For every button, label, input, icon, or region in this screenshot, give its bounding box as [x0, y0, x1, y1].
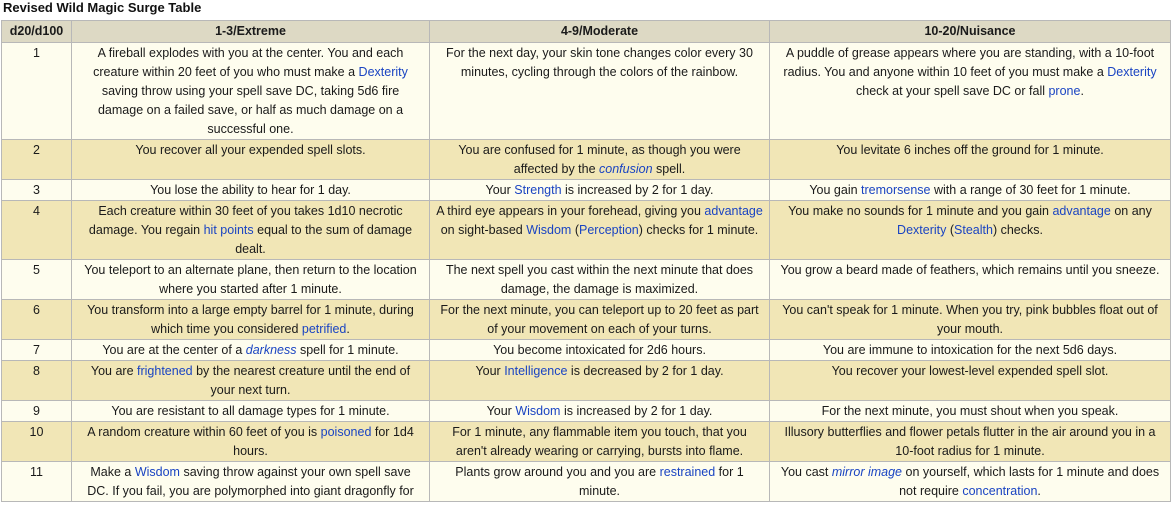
effect-text: Your: [485, 183, 515, 197]
extreme-effect-cell: [72, 340, 430, 361]
roll-number-cell: 11: [2, 462, 72, 502]
effect-text: For 1 minute, any flammable item you touch, that you aren't already wearing or carrying, bursts into flame.: [452, 425, 747, 458]
effect-text: You cast: [780, 465, 832, 479]
term-link[interactable]: Perception: [579, 223, 639, 237]
effect-text: A random creature within 60 feet of you is: [87, 425, 321, 439]
effect-text: is decreased by 2 for 1 day.: [567, 364, 724, 378]
term-link[interactable]: Stealth: [954, 223, 993, 237]
effect-text: Illusory butterflies and flower petals flutter in the air around you in a 10-foot radius for 1 minute.: [784, 425, 1156, 458]
effect-text: Each creature within 30 feet of you takes 1d10 necrotic damage. You regain: [88, 204, 403, 237]
roll-number-cell: 9: [2, 401, 72, 422]
effect-text: You gain: [809, 183, 862, 197]
effect-text: spell.: [652, 162, 686, 176]
nuisance-effect-cell: [770, 462, 1171, 502]
moderate-effect-cell: [430, 361, 770, 401]
extreme-effect-cell: [72, 361, 430, 401]
nuisance-effect-cell: [770, 180, 1171, 201]
moderate-effect-cell: [430, 300, 770, 340]
table-row: [2, 140, 1171, 180]
term-link[interactable]: Wisdom: [134, 465, 180, 479]
effect-text: (: [946, 223, 955, 237]
wild-magic-surge-table: [1, 20, 1171, 502]
term-link[interactable]: Dexterity: [897, 223, 947, 237]
effect-text: on yourself, which lasts for 1 minute and does not require: [899, 465, 1160, 498]
table-body: [2, 43, 1171, 502]
table-row: [2, 180, 1171, 201]
effect-text: with a range of 30 feet for 1 minute.: [930, 183, 1131, 197]
term-link[interactable]: tremorsense: [861, 183, 931, 197]
term-link[interactable]: advantage: [704, 204, 763, 218]
roll-number-cell: 7: [2, 340, 72, 361]
extreme-effect-cell: [72, 180, 430, 201]
term-link[interactable]: concentration: [962, 484, 1038, 498]
effect-text: You recover your lowest-level expended spell slot.: [831, 364, 1109, 378]
effect-text: equal to the sum of damage dealt.: [235, 223, 413, 256]
effect-text: on any: [1110, 204, 1152, 218]
effect-text: on sight-based: [440, 223, 527, 237]
table-row: [2, 361, 1171, 401]
moderate-effect-cell: [430, 401, 770, 422]
effect-text: for 1d4 hours.: [233, 425, 414, 458]
nuisance-effect-cell: [770, 43, 1171, 140]
effect-text: You are confused for 1 minute, as though you were affected by the: [458, 143, 741, 176]
extreme-effect-cell: [72, 300, 430, 340]
effect-text: You transform into a large empty barrel for 1 minute, during which time you considered: [87, 303, 414, 336]
roll-number-cell: 8: [2, 361, 72, 401]
extreme-effect-cell: [72, 401, 430, 422]
table-row: [2, 43, 1171, 140]
table-row: [2, 260, 1171, 300]
effect-text: You make no sounds for 1 minute and you gain: [788, 204, 1053, 218]
effect-text: .: [1080, 84, 1084, 98]
term-link[interactable]: darkness: [245, 343, 297, 357]
effect-text: For the next minute, you must shout when you speak.: [821, 404, 1119, 418]
effect-text: You teleport to an alternate plane, then return to the location where you started after 1 minute.: [84, 263, 417, 296]
table-row: [2, 340, 1171, 361]
term-link[interactable]: Dexterity: [1107, 65, 1157, 79]
effect-text: Your: [486, 404, 516, 418]
nuisance-effect-cell: [770, 201, 1171, 260]
term-link[interactable]: poisoned: [320, 425, 372, 439]
table-row: [2, 201, 1171, 260]
effect-text: by the nearest creature until the end of your next turn.: [192, 364, 411, 397]
roll-number-cell: 5: [2, 260, 72, 300]
term-link[interactable]: Dexterity: [358, 65, 408, 79]
table-row: [2, 300, 1171, 340]
effect-text: ) checks.: [992, 223, 1043, 237]
nuisance-effect-cell: [770, 422, 1171, 462]
nuisance-effect-cell: [770, 340, 1171, 361]
effect-text: A puddle of grease appears where you are standing, with a 10-foot radius. You and anyone within 10 feet of you must make a: [783, 46, 1155, 79]
nuisance-effect-cell: [770, 401, 1171, 422]
term-link[interactable]: Wisdom: [526, 223, 572, 237]
header-roll: d20/d100: [2, 21, 72, 43]
term-link[interactable]: restrained: [659, 465, 716, 479]
header-row: [2, 21, 1171, 43]
effect-text: is increased by 2 for 1 day.: [561, 183, 714, 197]
effect-text: You are resistant to all damage types for 1 minute.: [111, 404, 390, 418]
extreme-effect-cell: [72, 462, 430, 502]
effect-text: You are immune to intoxication for the next 5d6 days.: [822, 343, 1118, 357]
effect-text: (: [571, 223, 579, 237]
effect-text: spell for 1 minute.: [296, 343, 399, 357]
effect-text: check at your spell save DC or fall: [856, 84, 1049, 98]
table-row: [2, 401, 1171, 422]
effect-text: is increased by 2 for 1 day.: [560, 404, 713, 418]
moderate-effect-cell: [430, 140, 770, 180]
effect-text: You are: [90, 364, 137, 378]
term-link[interactable]: hit points: [203, 223, 254, 237]
extreme-effect-cell: [72, 260, 430, 300]
roll-number-cell: 4: [2, 201, 72, 260]
effect-text: You become intoxicated for 2d6 hours.: [493, 343, 706, 357]
effect-text: .: [346, 322, 350, 336]
moderate-effect-cell: [430, 201, 770, 260]
moderate-effect-cell: [430, 422, 770, 462]
effect-text: Your: [475, 364, 505, 378]
effect-text: The next spell you cast within the next minute that does damage, the damage is maximized.: [445, 263, 754, 296]
nuisance-effect-cell: [770, 140, 1171, 180]
effect-text: Plants grow around you and you are: [455, 465, 660, 479]
term-link[interactable]: mirror image: [831, 465, 903, 479]
effect-text: You can't speak for 1 minute. When you try, pink bubbles float out of your mouth.: [782, 303, 1158, 336]
roll-number-cell: 1: [2, 43, 72, 140]
effect-text: Make a: [90, 465, 135, 479]
roll-number-cell: 3: [2, 180, 72, 201]
moderate-effect-cell: [430, 180, 770, 201]
extreme-effect-cell: [72, 43, 430, 140]
header-moderate: 4-9/Moderate: [430, 21, 770, 43]
effect-text: saving throw using your spell save DC, taking 5d6 fire damage on a failed save, or half as much damage on a successful one.: [97, 84, 404, 136]
moderate-effect-cell: [430, 462, 770, 502]
roll-number-cell: 2: [2, 140, 72, 180]
effect-text: A fireball explodes with you at the center. You and each creature within 20 feet of you who must make a: [93, 46, 404, 79]
extreme-effect-cell: [72, 201, 430, 260]
effect-text: A third eye appears in your forehead, giving you: [436, 204, 705, 218]
moderate-effect-cell: [430, 340, 770, 361]
nuisance-effect-cell: [770, 361, 1171, 401]
extreme-effect-cell: [72, 422, 430, 462]
term-link[interactable]: frightened: [137, 364, 193, 378]
term-link[interactable]: advantage: [1052, 204, 1111, 218]
nuisance-effect-cell: [770, 300, 1171, 340]
effect-text: saving throw against your own spell save DC. If you fail, you are polymorphed into giant dragonfly for: [87, 465, 414, 498]
header-nuisance: 10-20/Nuisance: [770, 21, 1171, 43]
effect-text: You levitate 6 inches off the ground for 1 minute.: [836, 143, 1104, 157]
moderate-effect-cell: [430, 260, 770, 300]
moderate-effect-cell: [430, 43, 770, 140]
roll-number-cell: 6: [2, 300, 72, 340]
table-row: [2, 422, 1171, 462]
term-link[interactable]: prone: [1048, 84, 1081, 98]
roll-number-cell: 10: [2, 422, 72, 462]
term-link[interactable]: Intelligence: [504, 364, 568, 378]
page-title: Revised Wild Magic Surge Table: [3, 0, 202, 15]
effect-text: You lose the ability to hear for 1 day.: [150, 183, 351, 197]
term-link[interactable]: Wisdom: [515, 404, 561, 418]
nuisance-effect-cell: [770, 260, 1171, 300]
term-link[interactable]: petrified: [301, 322, 347, 336]
effect-text: For the next day, your skin tone changes color every 30 minutes, cycling through the colors of the rainbow.: [446, 46, 753, 79]
effect-text: For the next minute, you can teleport up to 20 feet as part of your movement on each of your turns.: [440, 303, 759, 336]
extreme-effect-cell: [72, 140, 430, 180]
header-extreme: 1-3/Extreme: [72, 21, 430, 43]
effect-text: .: [1037, 484, 1041, 498]
effect-text: You grow a beard made of feathers, which remains until you sneeze.: [780, 263, 1160, 277]
effect-text: ) checks for 1 minute.: [638, 223, 759, 237]
table-row: [2, 462, 1171, 502]
effect-text: You are at the center of a: [102, 343, 246, 357]
effect-text: for 1 minute.: [579, 465, 744, 498]
term-link[interactable]: confusion: [599, 162, 653, 176]
term-link[interactable]: Strength: [514, 183, 562, 197]
effect-text: You recover all your expended spell slots.: [135, 143, 366, 157]
